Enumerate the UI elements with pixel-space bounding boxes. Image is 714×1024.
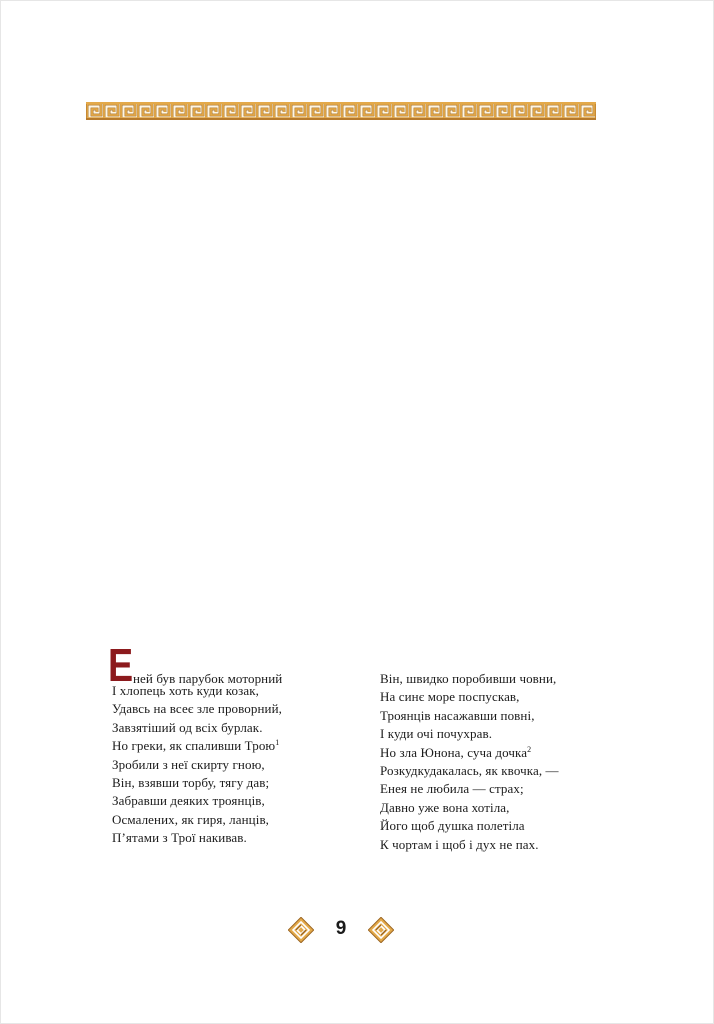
poem-line: Він, швидко поробивши човни, bbox=[380, 671, 557, 686]
poem-line: На синє море поспускав, bbox=[380, 689, 520, 705]
poem-line: Зробили з неї скирту гною, bbox=[112, 756, 265, 772]
greek-key-border bbox=[86, 102, 596, 120]
poem-line: Його щоб душка полетіла bbox=[380, 818, 525, 834]
drop-cap: Е bbox=[108, 639, 134, 691]
poem-line: Забравши деяких троянців, bbox=[112, 793, 265, 809]
poem-line: ней був парубок моторний bbox=[133, 671, 283, 686]
page-number: 9 bbox=[335, 918, 347, 939]
poem-line-with-footnote bbox=[380, 744, 620, 762]
footnote-mark: 2 bbox=[527, 744, 532, 754]
poem-column-right bbox=[380, 646, 620, 854]
poem-line-with-footnote bbox=[112, 737, 352, 755]
poem-line: Енея не любила — страх; bbox=[380, 781, 524, 797]
poem-line: Троянців насажавши повні, bbox=[380, 707, 535, 723]
poem-line-text: Но греки, як спаливши Трою bbox=[112, 738, 276, 754]
poem-line: Він, взявши торбу, тягу дав; bbox=[112, 774, 270, 790]
poem-line-text: Но зла Юнона, суча дочка bbox=[380, 744, 528, 760]
footnote-mark: 1 bbox=[275, 738, 280, 748]
poem-line: Давно уже вона хотіла, bbox=[380, 799, 510, 815]
diamond-ornament-icon bbox=[368, 917, 394, 943]
poem-line: І хлопець хоть куди козак, bbox=[112, 683, 259, 698]
poem-column-left bbox=[108, 639, 352, 848]
poem-line: П’ятами з Трої накивав. bbox=[112, 830, 247, 846]
poem-line: Удавсь на всеє зле проворний, bbox=[112, 701, 283, 717]
poem-line: Осмалених, як гиря, ланців, bbox=[112, 811, 270, 827]
diamond-ornament-icon bbox=[288, 917, 314, 943]
page-footer bbox=[0, 915, 714, 945]
poem-line: Розкудкудакалась, як квочка, — bbox=[380, 762, 559, 778]
poem-line: К чортам і щоб і дух не пах. bbox=[380, 836, 539, 852]
poem-line: Завзятіший од всіх бурлак. bbox=[112, 719, 263, 735]
poem-line: І куди очі почухрав. bbox=[380, 726, 493, 742]
